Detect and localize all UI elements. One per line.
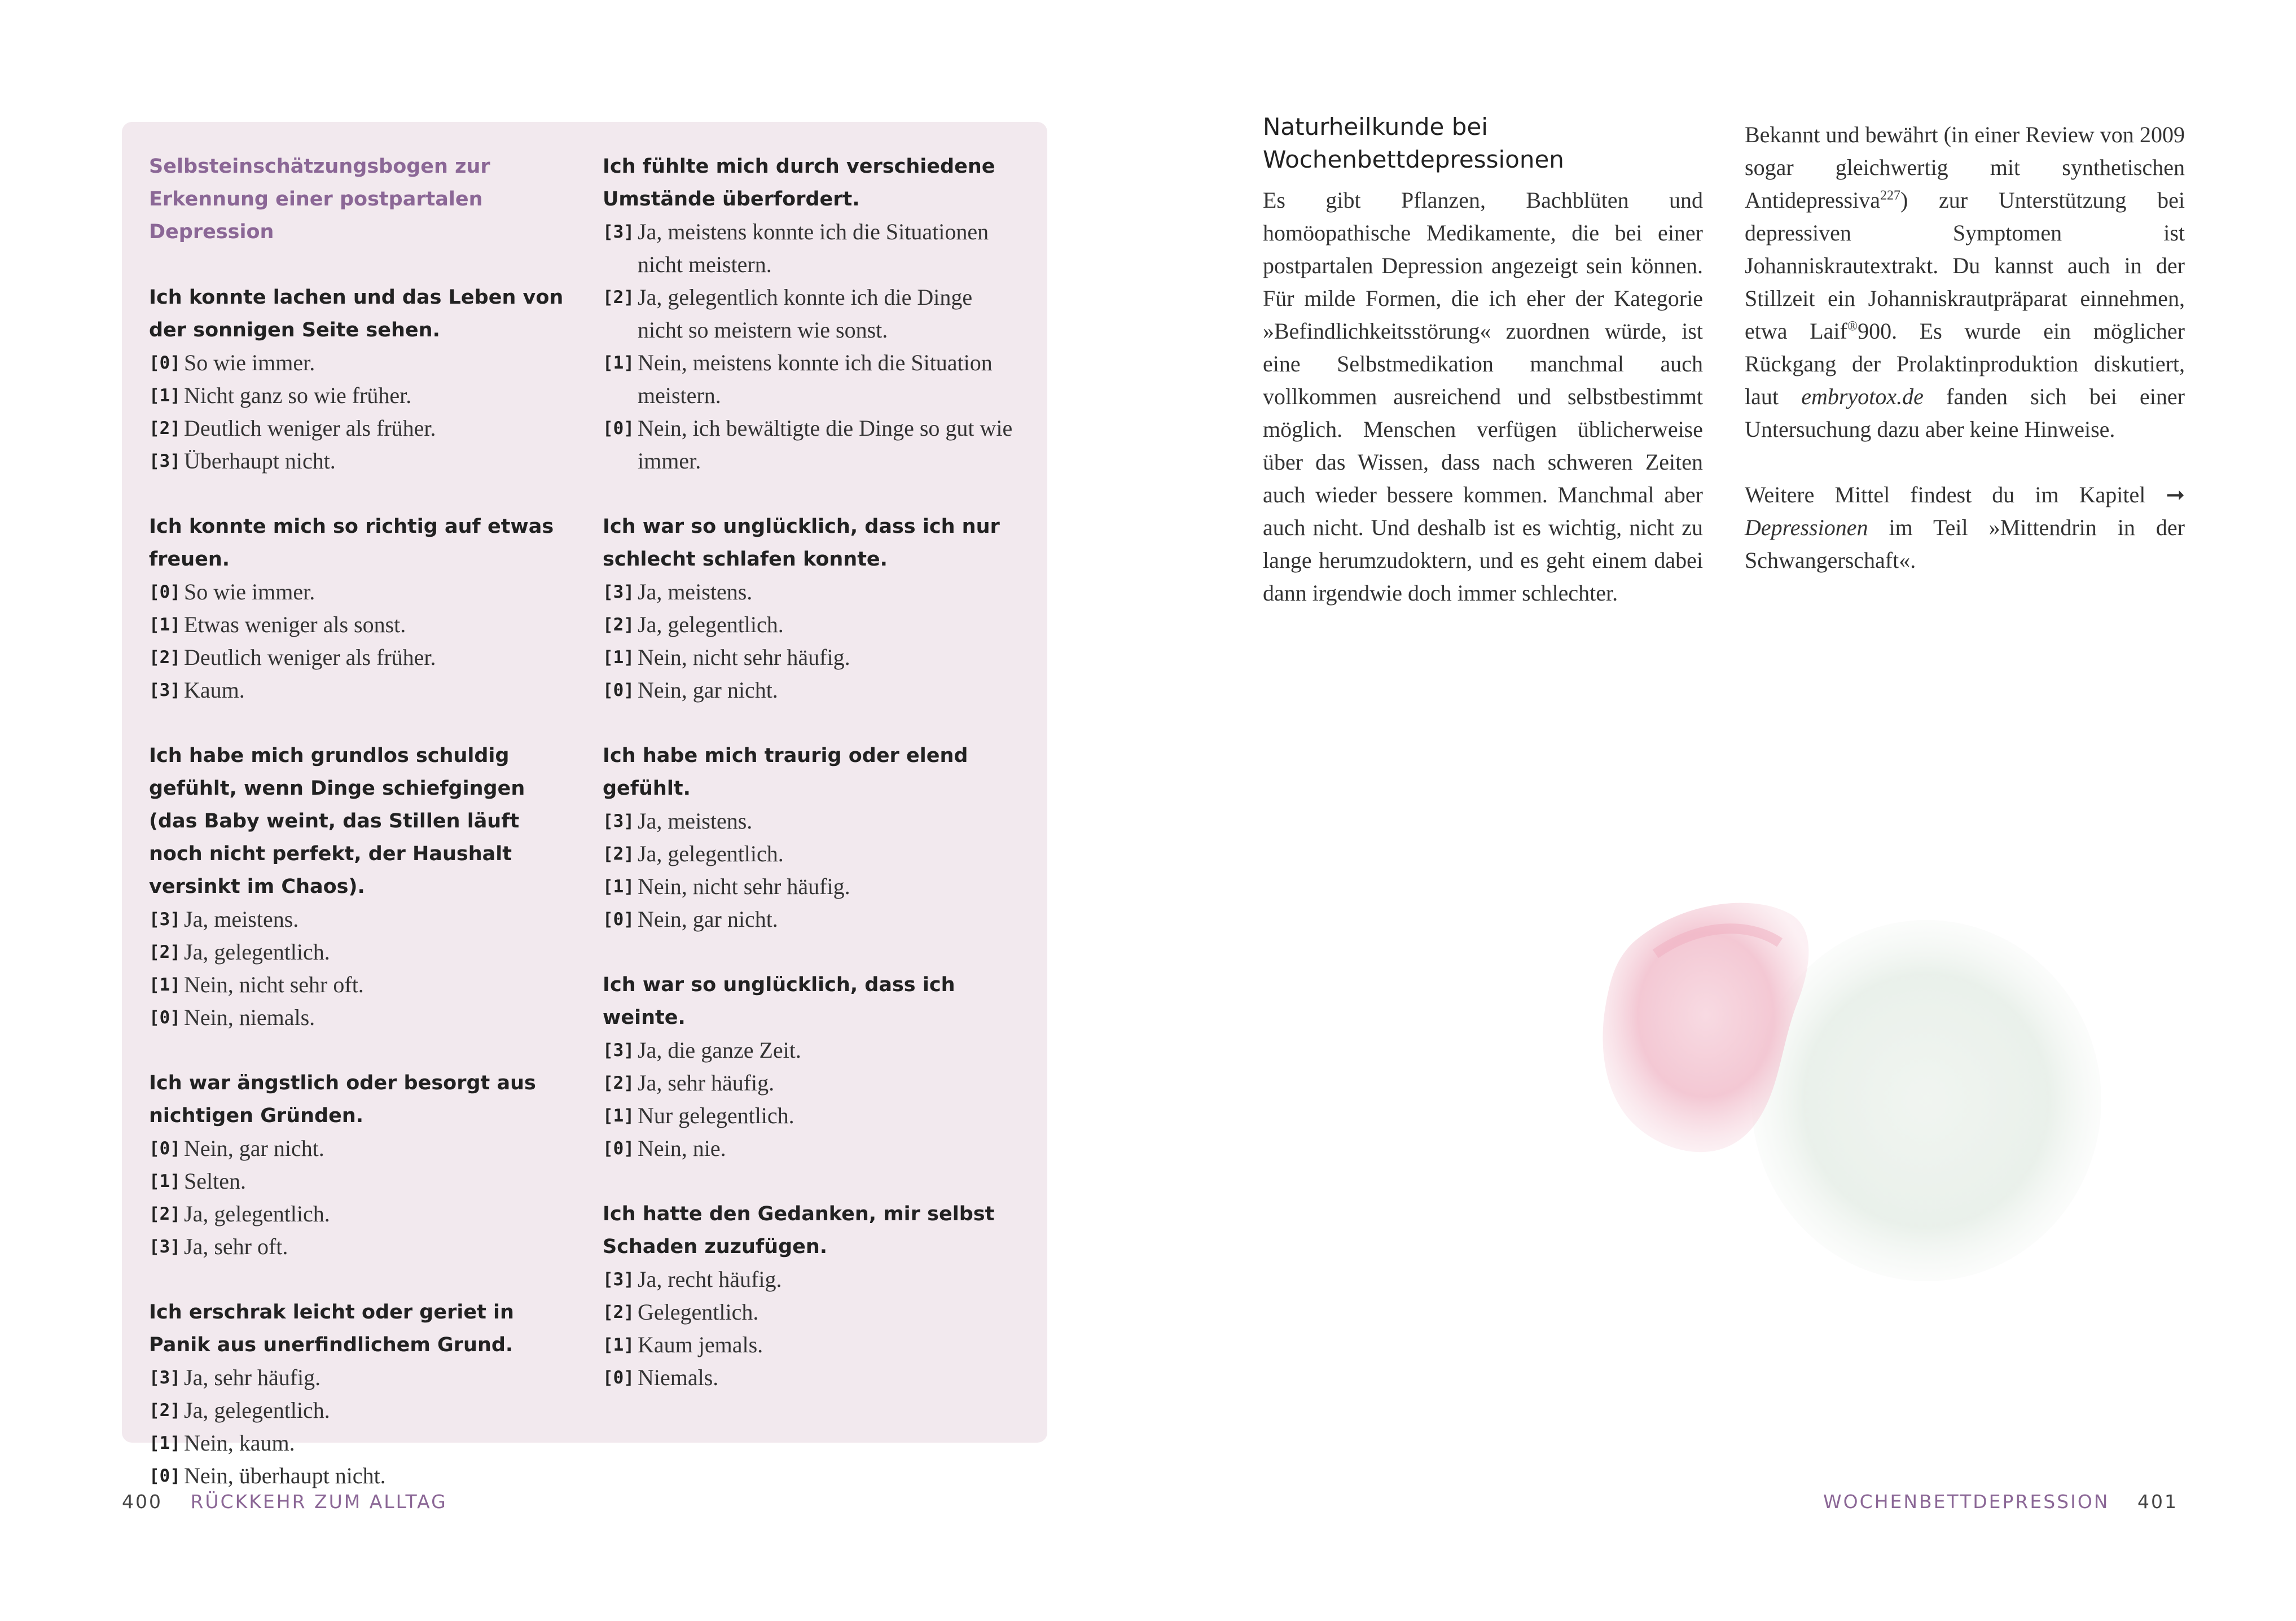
p2-part1: Bekannt und bewährt (in einer Review von 2009 sogar gleichwertig mit synthetischen Antidepressiva [1745,122,2185,213]
questionnaire-column-1 [149,150,567,1525]
answer-option [603,608,1020,641]
answer-option [603,674,1020,707]
answer-text: Ja, sehr häufig. [184,1365,321,1390]
answer-text: Nein, nicht sehr oft. [184,972,364,997]
answer-score: [3] [149,909,181,930]
paragraph-1-text: Es gibt Pflanzen, Bachblüten und homöopathische Medikamente, die bei einer postpartalen Depression angezeigt sein können. Für milde Formen, die ich eher der Kategorie »Befindlichkeitsstörung« zuordnen würde, ist eine Selbstmedikation manchmal auch vollkommen ausreichend und selbstbestimmt möglich. Menschen verfügen üblicherweise über das Wissen, dass nach schweren Zeiten auch wieder bessere kommen. Manchmal aber auch nicht. Und deshalb ist es wichtig, nicht zu lange herumzudoktern, und es geht einem dabei dann irgendwie doch immer schlechter. [1263,187,1703,606]
answer-score: [2] [603,1302,634,1322]
answer-score: [1] [149,615,181,635]
answer-score: [2] [149,418,181,439]
answer-option [603,412,1020,477]
answer-text: Ja, sehr oft. [184,1234,288,1259]
answer-option [149,1132,567,1165]
answer-score: [0] [149,1466,181,1486]
page-number-right: 401 [2137,1491,2178,1513]
answer-score: [3] [603,811,634,831]
answer-text: Nur gelegentlich. [638,1103,794,1128]
answer-option [149,379,567,412]
answer-score: [2] [603,287,634,308]
answer-score: [2] [149,942,181,962]
answer-score: [0] [603,909,634,930]
answer-text: Überhaupt nicht. [184,448,336,474]
section-heading: Naturheilkunde bei Wochenbettdepressionen [1263,113,1564,173]
answer-option [603,1067,1020,1099]
question-text: Ich habe mich traurig oder elend gefühlt. [603,744,968,800]
question-item [603,150,1020,477]
answer-text: Ja, gelegentlich. [184,1201,330,1226]
answer-text: Deutlich weniger als früher. [184,415,436,441]
question-item [603,739,1020,936]
answer-option [149,608,567,641]
arrow-icon: ➞ [2166,482,2185,507]
answer-option [149,1165,567,1198]
answer-score: [3] [603,582,634,602]
answer-score: [2] [603,844,634,864]
answer-option [603,1296,1020,1329]
answer-score: [3] [149,451,181,471]
answer-score: [3] [603,1269,634,1290]
answer-text: Nein, meistens konnte ich die Situation meistern. [638,350,993,408]
answer-text: Niemals. [638,1365,719,1390]
answer-text: Nein, nie. [638,1136,726,1161]
answer-score: [3] [603,222,634,242]
question-text: Ich war ängstlich oder besorgt aus nichtigen Gründen. [149,1072,536,1127]
answer-text: Nicht ganz so wie früher. [184,383,412,408]
answer-text: Ja, meistens. [638,579,753,604]
answer-text: Gelegentlich. [638,1299,759,1325]
question-item [149,1067,567,1263]
questionnaire-column-2 [603,150,1020,1427]
question-text: Ich war so unglücklich, dass ich nur schlecht schlafen konnte. [603,515,1000,571]
answer-score: [1] [149,1171,181,1191]
section-title-left: RÜCKKEHR ZUM ALLTAG [190,1491,447,1513]
answer-option [149,674,567,707]
paragraph-1 [1263,184,1703,610]
footer-right [1823,1489,2178,1515]
answer-score: [3] [149,680,181,700]
answer-option [603,1034,1020,1067]
question-text: Ich konnte mich so richtig auf etwas freuen. [149,515,554,571]
answer-text: Kaum. [184,677,245,703]
p2-part4: fanden sich bei einer Untersuchung dazu aber keine Hinweise. [1745,384,2185,442]
answer-score: [1] [149,975,181,995]
answer-score: [2] [603,615,634,635]
answer-option [149,1427,567,1460]
answer-text: Nein, überhaupt nicht. [184,1463,386,1488]
answer-option [149,936,567,969]
answer-score: [1] [603,1335,634,1355]
answer-score: [0] [603,680,634,700]
answer-option [603,838,1020,870]
answer-option [603,641,1020,674]
answer-option [603,281,1020,347]
answer-text: Nein, kaum. [184,1430,295,1456]
right-page [1148,0,2295,1621]
answer-text: Nein, gar nicht. [184,1136,324,1161]
answer-text: Nein, nicht sehr häufig. [638,645,850,670]
answer-score: [3] [603,1040,634,1061]
answer-score: [0] [149,1007,181,1028]
answer-score: [0] [149,582,181,602]
answer-text: So wie immer. [184,350,315,375]
answer-text: Ja, gelegentlich. [638,841,784,866]
answer-text: Ja, meistens. [638,808,753,834]
answer-option [603,576,1020,608]
question-text: Ich hatte den Gedanken, mir selbst Schaden zuzufügen. [603,1203,995,1258]
embryotox-link[interactable]: embryotox.de [1801,384,1924,409]
answer-option [149,347,567,379]
answer-option [603,870,1020,903]
answer-option [603,347,1020,412]
question-text: Ich war so unglücklich, dass ich weinte. [603,974,955,1029]
answer-option [603,805,1020,838]
answer-option [603,1361,1020,1394]
section-title-right: WOCHENBETTDEPRESSION [1823,1491,2110,1513]
answer-score: [2] [149,1400,181,1421]
paragraph-2 [1745,119,2185,446]
answer-text: Selten. [184,1168,246,1194]
answer-text: Ja, gelegentlich. [184,939,330,965]
answer-option [149,1230,567,1263]
question-item [149,739,567,1034]
answer-text: Kaum jemals. [638,1332,763,1357]
answer-text: Ja, recht häufig. [638,1267,782,1292]
answer-text: Nein, niemals. [184,1005,315,1030]
answer-score: [1] [603,1106,634,1126]
answer-text: So wie immer. [184,579,315,604]
answer-option [149,641,567,674]
paragraph-3 [1745,479,2185,577]
question-text: Ich fühlte mich durch verschiedene Umstände überfordert. [603,155,995,211]
answer-text: Nein, gar nicht. [638,906,778,932]
answer-text: Ja, gelegentlich. [184,1397,330,1423]
answer-option [149,969,567,1001]
answer-option [149,1361,567,1394]
answer-option [149,1198,567,1230]
answer-option [603,216,1020,281]
answer-option [149,1460,567,1492]
p2-part3: 900. Es wurde ein möglicher Rückgang der Prolaktinproduktion diskutiert, laut [1745,318,2185,409]
answer-score: [3] [149,1237,181,1257]
question-text: Ich erschrak leicht oder geriet in Panik aus unerfindlichem Grund. [149,1301,514,1356]
answer-score: [1] [603,353,634,373]
answer-text: Nein, nicht sehr häufig. [638,874,850,899]
questionnaire-box [122,122,1047,1488]
p3-part2: im Teil »Mittendrin in der Schwangerschaft«. [1745,515,2185,573]
questionnaire-title: Selbsteinschätzungsbogen zur Erkennung einer postpartalen Depression [149,155,490,243]
answer-text: Ja, die ganze Zeit. [638,1037,801,1063]
question-text: Ich konnte lachen und das Leben von der sonnigen Seite sehen. [149,286,564,341]
answer-option [603,1263,1020,1296]
page-number-left: 400 [122,1491,163,1513]
answer-text: Nein, gar nicht. [638,677,778,703]
answer-option [149,412,567,445]
registered-mark: ® [1847,319,1858,334]
question-item [149,510,567,707]
answer-option [603,1099,1020,1132]
question-text: Ich habe mich grundlos schuldig gefühlt, wenn Dinge schiefgingen (das Baby weint, das Stillen läuft noch nicht perfekt, der Haushalt versinkt im Chaos). [149,744,525,898]
answer-score: [1] [149,385,181,406]
answer-score: [1] [149,1433,181,1453]
answer-score: [1] [603,877,634,897]
answer-option [603,1132,1020,1165]
answer-option [149,445,567,477]
watercolor-splash-image [1565,880,2130,1309]
answer-score: [0] [149,353,181,373]
answer-option [149,1394,567,1427]
chapter-link-depressionen[interactable]: Depressionen [1745,515,1868,540]
answer-score: [0] [603,1368,634,1388]
answer-text: Ja, gelegentlich konnte ich die Dinge nicht so meistern wie sonst. [638,284,973,343]
p3-part1: Weitere Mittel findest du im Kapitel [1745,482,2166,507]
answer-text: Ja, meistens konnte ich die Situationen nicht meistern. [638,219,989,277]
question-item [603,510,1020,707]
answer-text: Etwas weniger als sonst. [184,612,406,637]
answer-option [149,576,567,608]
answer-text: Deutlich weniger als früher. [184,645,436,670]
question-item [603,1198,1020,1394]
answer-score: [0] [149,1138,181,1159]
answer-option [603,1329,1020,1361]
answer-score: [0] [603,1138,634,1159]
answer-score: [2] [149,647,181,668]
answer-option [149,903,567,936]
answer-score: [3] [149,1368,181,1388]
p2-part2: ) zur Unterstützung bei depressiven Symptomen ist Johanniskrautextrakt. Du kannst auch in der Stillzeit ein Johanniskrautpräparat einnehmen, etwa Laif [1745,187,2185,344]
question-item [149,281,567,477]
footnote-marker: 227 [1880,188,1900,203]
answer-score: [2] [603,1073,634,1093]
answer-option [149,1001,567,1034]
answer-score: [2] [149,1204,181,1224]
answer-text: Nein, ich bewältigte die Dinge so gut wie immer. [638,415,1013,474]
question-item [149,1296,567,1492]
answer-score: [1] [603,647,634,668]
answer-text: Ja, meistens. [184,906,299,932]
footer-left [122,1489,447,1515]
answer-text: Ja, gelegentlich. [638,612,784,637]
answer-option [603,903,1020,936]
answer-score: [0] [603,418,634,439]
question-item [603,969,1020,1165]
answer-text: Ja, sehr häufig. [638,1070,775,1096]
